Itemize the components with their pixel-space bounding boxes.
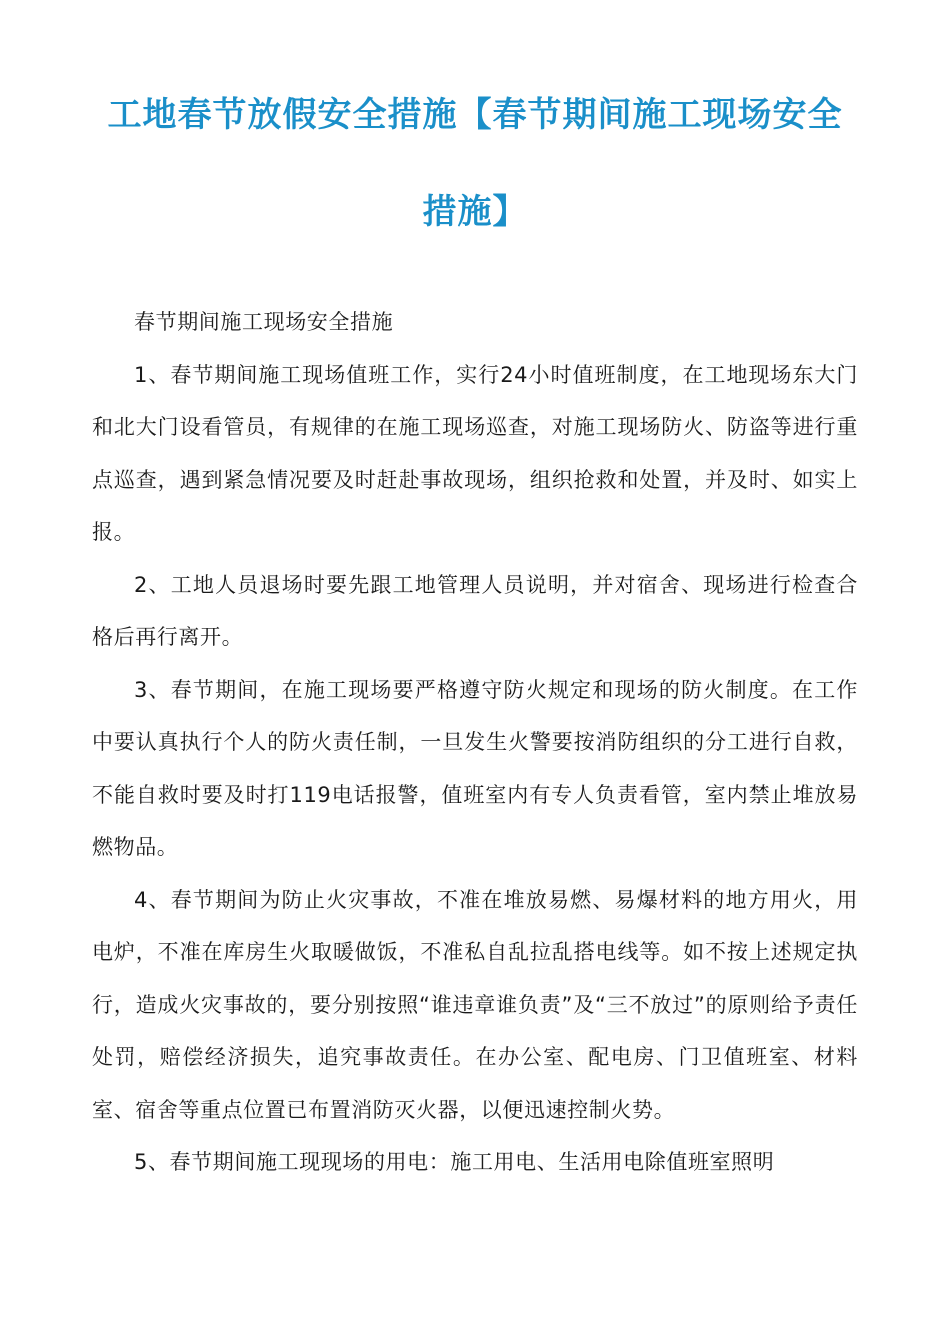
paragraph-2: 2、工地人员退场时要先跟工地管理人员说明，并对宿舍、现场进行检查合格后再行离开。	[92, 572, 858, 649]
paragraph-4: 4、春节期间为防止火灾事故，不准在堆放易燃、易爆材料的地方用火，用电炉，不准在库房生火取暖做饭，不准私自乱拉乱搭电线等。如不按上述规定执行，造成火灾事故的，要分别按照“谁违章谁负责”及“三不放过”的原则给予责任处罚，赔偿经济损失，追究事故责任。在办公室、配电房、门卫值班室、材料室、宿舍等重点位置已布置消防灭火器，以便迅速控制火势。	[92, 887, 858, 1122]
document-body	[92, 296, 858, 1189]
document-title-line-2: 措施】	[422, 192, 528, 232]
paragraph-3: 3、春节期间，在施工现场要严格遵守防火规定和现场的防火制度。在工作中要认真执行个人的防火责任制，一旦发生火警要按消防组织的分工进行自救，不能自救时要及时打119电话报警，值班室内有专人负责看管，室内禁止堆放易燃物品。	[92, 677, 858, 859]
paragraph-5: 5、春节期间施工现现场的用电：施工用电、生活用电除值班室照明	[134, 1150, 775, 1174]
document-title-line-1: 工地春节放假安全措施【春节期间施工现场安全	[107, 95, 843, 135]
section-heading: 春节期间施工现场安全措施	[134, 310, 394, 334]
paragraph-1: 1、春节期间施工现场值班工作，实行24小时值班制度，在工地现场东大门和北大门设看管员，有规律的在施工现场巡查，对施工现场防火、防盗等进行重点巡查，遇到紧急情况要及时赶赴事故现场，组织抢救和处置，并及时、如实上报。	[92, 362, 858, 544]
